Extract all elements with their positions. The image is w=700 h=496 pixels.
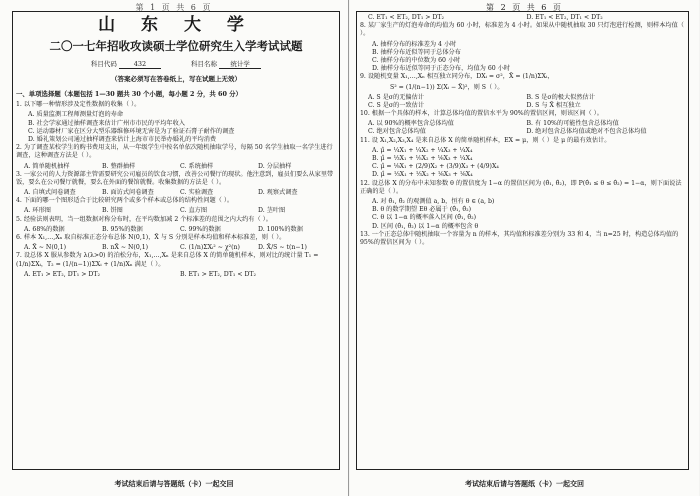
- page-number: 第 1 页 共 6 页: [135, 3, 213, 12]
- option-d: D. 观察式调查: [258, 189, 298, 197]
- question-4: [16, 197, 336, 215]
- option-c: C. 绝对包含总体均值: [368, 128, 426, 136]
- option-a: A. 对 θ̂₁, θ̂₂ 的观测值 a, b，恒有 θ ∈ (a, b): [372, 197, 495, 205]
- question-13: [360, 231, 685, 247]
- option-b: B. 社会学家通过抽样调查来估计广州市市民的平均年收入: [28, 119, 185, 127]
- option-a: A. 68%的数据: [24, 225, 65, 233]
- option-c: C. 99%的数据: [180, 225, 221, 233]
- options-row: [16, 271, 336, 279]
- question-stem: 7. 设总体 X 服从参数为 λ(λ>0) 的泊松分布，X₁,…,Xₙ 是来自总体 X 的简单随机样本，则对比的统计量 T₁ = (1/n)ΣXᵢ，T₂ = (1/(n−1))ΣXᵢ + (1/n)Xₙ 满足（ ）。: [16, 252, 319, 268]
- question-stem: 1. 以下哪一种情形涉及定性数据的收集（ ）。: [16, 101, 141, 109]
- exam-title: 二〇一七年招收攻读硕士学位研究生入学考试试题: [49, 39, 303, 54]
- option-c: C. S 是σ的一致估计: [368, 101, 425, 109]
- subject-name-value: 统计学: [219, 60, 261, 70]
- answer-note: （答案必须写在答卷纸上，写在试题上无效）: [111, 75, 241, 84]
- question-12: [360, 180, 685, 231]
- question-stem: 2. 为了调查某校学生的购书费用支出，从一年级学生中按名单依次随机抽取学号，每隔 50 名学生抽取一名学生进行调查，这种调查方法是（ ）。: [16, 144, 333, 160]
- option-c: C. μ̂ = ⅑X₁ + (2/9)X₂ + (3/9)X₃ + (4/9)X₄: [372, 163, 499, 171]
- option-a: A. 以 90%的概率包含总体均值: [368, 120, 454, 128]
- page-footer: 考试结束后请与答题纸（卡）一起交回: [114, 479, 234, 488]
- page-number: 第 2 页 共 6 页: [486, 3, 563, 12]
- question-stem: 13. 一个正态总体中随机抽取一个容量为 n 的样本，其均值和标准差分别为 33 和 4，当 n=25 时，构造总体均值的 95%的置信区间为（ ）。: [360, 230, 679, 246]
- option-a: A. μ̂ = ¼X₁ + ¼X₂ + ¼X₃ + ¼X₄: [372, 146, 473, 154]
- option-c: C. 抽样分布的中位数为 60 小时: [372, 56, 461, 64]
- question-11: [360, 137, 685, 180]
- question-7: [16, 252, 336, 279]
- option-b: B. ET₁ > ET₂, DT₁ < DT₂: [180, 270, 257, 278]
- question-5: [16, 216, 336, 234]
- options-row: [16, 226, 336, 234]
- section-header: 一、单项选择题（本题包括 1—30 题共 30 个小题，每小题 2 分，共 60 分）: [16, 89, 242, 98]
- option-b: B. 抽样分布近似等同于总体分布: [372, 48, 461, 56]
- exam-page-1: [0, 0, 349, 496]
- option-b: B. 饼图: [102, 207, 123, 215]
- question-10: [360, 110, 685, 137]
- option-b: B. 整群抽样: [102, 162, 136, 170]
- option-a: A. X̄ ~ N(0,1): [24, 244, 67, 252]
- option-d: D. 100%的数据: [258, 225, 303, 233]
- option-d: D. 绝对包含总体均值或绝对不包含总体均值: [526, 128, 647, 136]
- subject-name-label: 科目名称: [191, 59, 217, 68]
- options-row: [360, 128, 685, 136]
- option-d: D. ET₁ < ET₂, DT₁ < DT₂: [526, 14, 603, 21]
- question-stem: 8. 某厂家生产的灯泡寿命的均值为 60 小时，标准差为 4 小时。如果从中随机抽取 30 只灯泡进行检测，则样本均值（ ）。: [360, 22, 684, 38]
- question-9: [360, 73, 685, 110]
- option-d: D. 分层抽样: [258, 162, 292, 170]
- options-row: [360, 102, 685, 110]
- option-b: B. 95%的数据: [102, 225, 143, 233]
- option-c: C. ET₁ < ET₂, DT₁ > DT₂: [368, 14, 445, 21]
- option-c: C. 系统抽样: [180, 162, 214, 170]
- page-content: [360, 14, 685, 249]
- option-a: A. ET₁ > ET₂, DT₁ > DT₂: [24, 270, 100, 278]
- option-a: A. 简单随机抽样: [24, 162, 70, 170]
- options-row: [16, 163, 336, 171]
- option-c: C. 直方图: [180, 207, 208, 215]
- university-name: 山 东 大 学: [98, 15, 254, 35]
- page-footer: 考试结束后请与答题纸（卡）一起交回: [465, 479, 584, 488]
- subject-info: [16, 60, 336, 70]
- question-stem: 6. 样本 X₁,…,Xₙ 取自标准正态分布总体 N(0,1)，X̄ 与 S 分别是样本均值和样本标准差，则（ ）。: [16, 234, 286, 242]
- option-d: D. X̄/S ~ t(n−1): [258, 244, 307, 252]
- subject-code-value: 432: [119, 60, 161, 70]
- question-stem: 4. 下面的哪一个图形适合于比较研究两个或多个样本或总体的结构性问题（ ）。: [16, 197, 234, 205]
- option-c: C. 实验调查: [180, 189, 214, 197]
- sample-variance-formula: S² = (1/(n−1)) Σ(Xᵢ − X̄)²，则 S（ ）。: [390, 83, 504, 91]
- subject-code-label: 科目代码: [90, 59, 117, 68]
- question-stem: 10. 根据一个具体的样本，计算总体均值的置信水平为 90%的置信区间，则该区间（ ）。: [360, 110, 603, 118]
- option-b: B. μ̂ = ⅓X₁ + ⅕X₂ + ⅙X₃ + ¼X₄: [372, 155, 473, 162]
- question-1: [16, 101, 336, 144]
- option-a: A. 自填式问卷调查: [24, 189, 76, 197]
- options-row: [360, 94, 685, 102]
- subject-name-field: [191, 60, 261, 70]
- option-d: D. 婚礼策划公司通过抽样调查来估计上海市市民举办婚礼的平均消费: [28, 135, 217, 143]
- question-6: [16, 234, 336, 252]
- option-d: D. 区间 (θ̂₁, θ̂₂) 以 1−α 的概率包含 θ: [372, 222, 479, 230]
- option-d: D. S 与 X̄ 相互独立: [526, 101, 581, 109]
- question-2: [16, 144, 336, 171]
- option-b: B. θ 的数学期望 Eθ 必属于 (θ̂₁, θ̂₂): [372, 206, 471, 214]
- option-d: D. μ̂ = ⅓X₁ + ⅓X₂ + ⅙X₃ + ⅙X₄: [372, 171, 473, 179]
- question-stem: 3. 一家公司的人力资源部主管需要研究公司雇员的饮食习惯，改善公司餐厅的现状。他注意到，雇员们要么从家里带饭，要么在公司餐厅就餐，要么在外面的餐馆就餐。收集数据的方法是（ ）。: [16, 170, 334, 186]
- option-b: B. S 是σ的极大似然估计: [526, 93, 595, 101]
- option-b: B. 面访式问卷调查: [102, 189, 154, 197]
- option-a: A. 环形图: [24, 207, 51, 215]
- subject-code-field: [91, 60, 161, 70]
- page-content: [16, 14, 336, 279]
- option-b: B. 有 10%的可能性包含总体均值: [526, 120, 619, 128]
- options-row: [16, 207, 336, 215]
- option-d: D. 茎叶图: [258, 207, 286, 215]
- option-c: C. 运动器材厂家在区分大型乐器维修环境无害是为了验证石膏子耐作的调查: [28, 127, 235, 135]
- option-b: B. nX̄ ~ N(0,1): [102, 244, 149, 252]
- question-3: [16, 171, 336, 198]
- option-d: D. 抽样分布近似等同于正态分布，均值为 60 小时: [372, 65, 511, 73]
- option-a: A. 质量监测工程师测量灯泡的寿命: [28, 111, 124, 119]
- question-7-continued: [360, 14, 685, 22]
- option-a: A. 抽样分布的标准差为 4 小时: [372, 40, 457, 48]
- question-stem: 11. 设 X₁,X₂,X₃,X₄ 是来自总体 X 的简单随机样本，EX = μ，则（ ）是 μ 的最有效估计。: [360, 136, 611, 144]
- question-8: [360, 22, 685, 73]
- question-stem: 9. 设随机变量 X₁,…,Xₙ 相互独立同分布，DXᵢ = σ²，X̄ = (1/n)ΣXᵢ，: [360, 73, 554, 81]
- question-stem: 5. 经验法则表明，当一组数据对称分布时，在平均数加减 2 个标准差的范围之内大约有（ ）。: [16, 215, 272, 223]
- exam-page-2: [350, 0, 699, 496]
- option-c: C. (1/n)ΣXᵢ² ~ χ²(n): [180, 244, 240, 252]
- question-stem: 12. 设总体 X 的分布中未知参数 θ 的置信度为 1−α 的置信区间为 (θ̂₁, θ̂₂)，即 P(θ̂₁ ≤ θ ≤ θ̂₂) = 1−α，则下面说法正确的是（ ）。: [360, 179, 682, 195]
- option-c: C. θ 以 1−α 的概率落入区间 (θ̂₁, θ̂₂): [372, 214, 477, 222]
- option-a: A. S 是σ的无偏估计: [368, 93, 424, 101]
